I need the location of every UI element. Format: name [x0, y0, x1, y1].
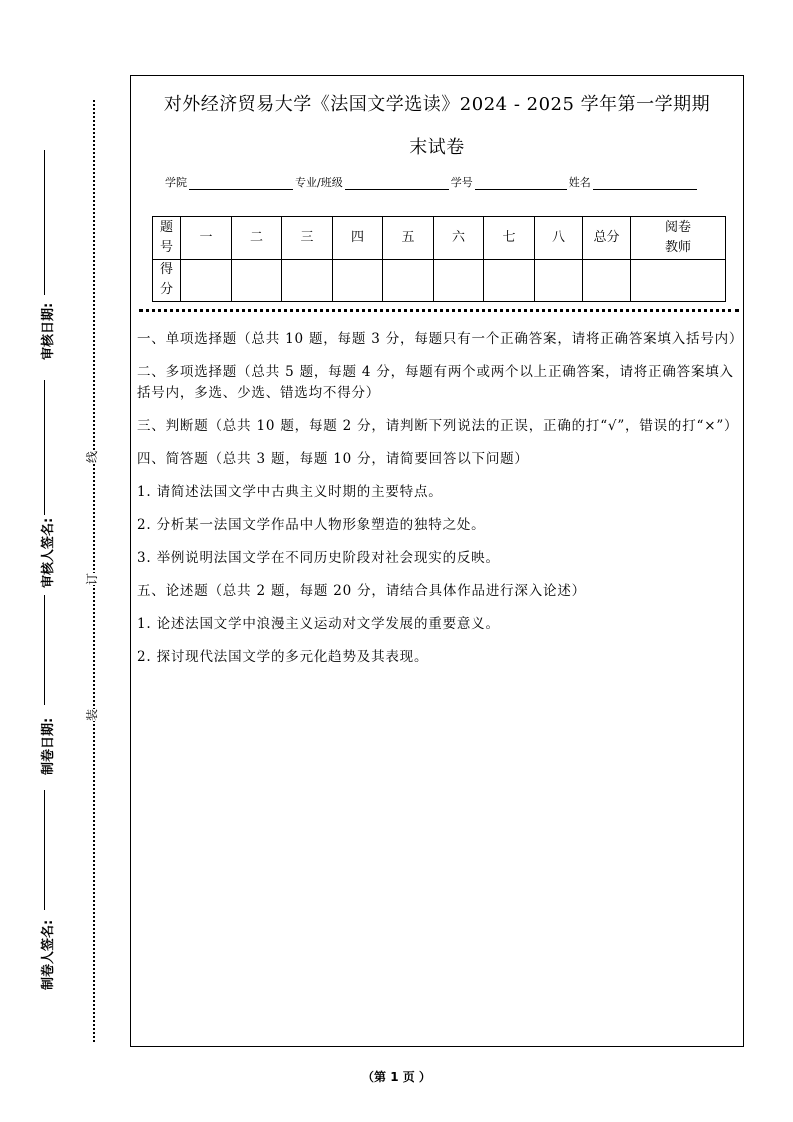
compiler-signature-line[interactable] [44, 790, 45, 910]
section-heading: 五、论述题（总共 2 题，每题 20 分，请结合具体作品进行深入论述） [137, 583, 586, 599]
question-number-label: 题号 [153, 217, 181, 260]
score-cell[interactable] [282, 259, 333, 302]
compile-date-line[interactable] [44, 595, 45, 705]
student-id-label: 学号 [450, 176, 473, 189]
dotted-separator [139, 309, 739, 312]
college-field[interactable] [189, 177, 293, 190]
score-cell[interactable] [333, 259, 383, 302]
column-header: 七 [484, 217, 535, 260]
score-cell[interactable] [484, 259, 535, 302]
score-cell[interactable] [535, 259, 583, 302]
score-table-score-row [153, 259, 726, 302]
major-class-field[interactable] [345, 177, 449, 190]
exam-body [137, 329, 744, 680]
reviewer-signature-line[interactable] [44, 380, 45, 515]
grader-header: 阅卷教师 [631, 217, 726, 260]
review-date-line[interactable] [44, 150, 45, 295]
student-info-row [165, 174, 699, 190]
column-header: 三 [282, 217, 333, 260]
column-header: 四 [333, 217, 383, 260]
section-heading: 三、判断题（总共 10 题，每题 2 分，请判断下列说法的正误，正确的打“√”，错误的打“×”） [137, 418, 739, 434]
name-label: 姓名 [568, 176, 591, 189]
score-cell[interactable] [383, 259, 434, 302]
question-item: 1. 请简述法国文学中古典主义时期的主要特点。 [137, 484, 443, 500]
score-cell[interactable] [232, 259, 282, 302]
score-cell[interactable] [181, 259, 232, 302]
name-field[interactable] [593, 177, 697, 190]
cut-line-char-xian: 线 [85, 450, 100, 464]
major-class-label: 专业/班级 [295, 176, 343, 189]
column-header: 六 [434, 217, 484, 260]
section-heading: 二、多项选择题（总共 5 题，每题 4 分，每题有两个或两个以上正确答案，请将正确答案填入括号内，多选、少选、错选均不得分） [137, 364, 734, 401]
column-header: 八 [535, 217, 583, 260]
student-id-field[interactable] [475, 177, 567, 190]
compiler-signature-label: 制卷人签名: [41, 919, 56, 990]
cut-line-char-ding: 订 [85, 572, 100, 586]
page-number: （第 1 页 ） [362, 1070, 431, 1084]
column-header: 一 [181, 217, 232, 260]
total-score-header: 总分 [583, 217, 631, 260]
compile-date-label: 制卷日期: [41, 717, 56, 775]
section-heading: 四、简答题（总共 3 题，每题 10 分，请简要回答以下问题） [137, 451, 529, 467]
question-item: 2. 探讨现代法国文学的多元化趋势及其表现。 [137, 649, 429, 665]
score-label: 得分 [153, 259, 181, 302]
exam-title-line1: 对外经济贸易大学《法国文学选读》2024 - 2025 学年第一学期期 [163, 94, 711, 115]
exam-title-line2: 末试卷 [409, 137, 465, 158]
question-item: 2. 分析某一法国文学作品中人物形象塑造的独特之处。 [137, 517, 486, 533]
review-date-label: 审核日期: [41, 302, 56, 360]
college-label: 学院 [165, 176, 187, 189]
question-item: 3. 举例说明法国文学在不同历史阶段对社会现实的反映。 [137, 550, 500, 566]
binding-cut-line [93, 100, 95, 1042]
column-header: 二 [232, 217, 282, 260]
question-item: 1. 论述法国文学中浪漫主义运动对文学发展的重要意义。 [137, 616, 500, 632]
exam-frame [130, 75, 744, 1047]
total-score-cell[interactable] [583, 259, 631, 302]
cut-line-char-zhuang: 装 [85, 708, 100, 722]
reviewer-signature-label: 审核人签名: [41, 517, 56, 588]
grader-cell[interactable] [631, 259, 726, 302]
section-heading: 一、单项选择题（总共 10 题，每题 3 分，每题只有一个正确答案，请将正确答案填入括号内） [137, 331, 744, 347]
score-cell[interactable] [434, 259, 484, 302]
column-header: 五 [383, 217, 434, 260]
score-table-header-row [153, 217, 726, 260]
score-table [152, 216, 726, 302]
